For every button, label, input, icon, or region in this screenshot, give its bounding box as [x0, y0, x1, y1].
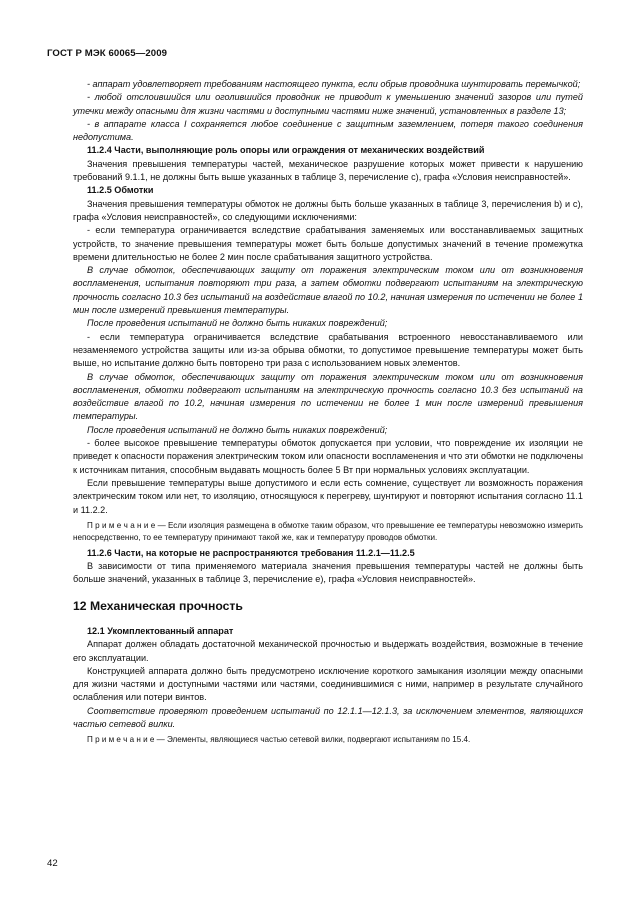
paragraph: В случае обмоток, обеспечивающих защиту от поражения электрическим током или от возникновения воспламенения, испытания повторяют три раза, а затем обмотки подвергают испытаниям на электрическую прочность согласно 10.3 без испытаний на воздействие влагой по 10.2, начиная измерения по истечении не более 1 мин после измерений превышения температуры.: [73, 265, 583, 316]
paragraph: В случае обмоток, обеспечивающих защиту от поражения электрическим током или от возникновения воспламенения, обмотки подвергают испытаниям на электрическую прочность согласно 10.3 без испытаний на воздействие влагой по 10.2, начиная измерения по истечении не более 1 мин после измерений превышения температуры.: [73, 371, 583, 422]
note: [73, 734, 583, 746]
paragraph: - более высокое превышение температуры обмоток допускается при условии, что повреждение их изоляции не приведет к опасности поражения электрическим током или опасности воспламенения и что эти обмотки не подключены к источникам питания, способным выдавать мощность более 5 Вт при нормальных условиях эксплуатации.: [73, 438, 583, 475]
paragraph: Значения превышения температуры обмоток не должны быть больше указанных в таблице 3, перечисления b) и с), графа «Условия неисправностей», со следующими исключениями:: [73, 198, 583, 222]
paragraph: Конструкцией аппарата должно быть предусмотрено исключение короткого замыкания изоляции между опасными для жизни частями и доступными частями или частями, соединившимися с ними, например в результате случайного ослабления или потери винтов.: [73, 665, 583, 703]
note-label: П р и м е ч а н и е: [87, 735, 155, 745]
subsection-heading-11-2-6: 11.2.6 Части, на которые не распространяются требования 11.2.1—11.2.5: [87, 547, 415, 558]
paragraph: В зависимости от типа применяемого материала значения превышения температуры частей не должны быть больше значений, указанных в таблице 3, перечисление е), графа «Условия неисправностей».: [73, 561, 583, 585]
paragraph: Значения превышения температуры частей, механическое разрушение которых может привести к нарушению требований 9.1.1, не должны быть выше указанных в таблице 3, перечисление с), графа «Условия неисправностей».: [73, 158, 583, 183]
paragraph: После проведения испытаний не должно быть никаких повреждений;: [87, 424, 388, 435]
paragraph: - если температура ограничивается вследствие срабатывания заменяемых или восстанавливаемых защитных устройств, то значение превышения температуры может быть больше допустимых значений в течение промежутка времени длительностью не более 2 мин после срабатывания защитного устройства.: [73, 225, 583, 262]
page-number: 42: [47, 858, 58, 869]
subsection-heading-12-1: 12.1 Укомплектованный аппарат: [87, 625, 234, 636]
section-heading-12: 12 Механическая прочность: [73, 598, 243, 613]
paragraph: - если температура ограничивается вследствие срабатывания встроенного невосстанавливаемого или незаменяемого устройства защиты или из-за обрыва обмотки, то допустимое превышение температуры может быть выше, но испытание должно быть повторено три раза с использованием новых элементов.: [73, 331, 583, 369]
note-text: — Если изоляция размещена в обмотке таким образом, что превышение ее температуры невозможно измерить непосредственно, то ее температуру принимают такой же, как и температуру проводов обмотки.: [73, 520, 583, 542]
paragraph: Соответствие проверяют проведением испытаний по 12.1.1—12.1.3, за исключением элементов, являющихся частью сетевой вилки.: [73, 705, 583, 730]
document-header: ГОСТ Р МЭК 60065—2009: [47, 48, 168, 59]
paragraph: - любой отслоившийся или оголившийся проводник не приводит к уменьшению значений зазоров или путей утечки между опасными для жизни частями и доступными частями ниже значений, установленных в разделе 13;: [73, 92, 583, 116]
paragraph: После проведения испытаний не должно быть никаких повреждений;: [87, 318, 388, 329]
paragraph: Аппарат должен обладать достаточной механической прочностью и выдержать воздействия, возможные в течение его эксплуатации.: [73, 639, 583, 663]
note: [73, 520, 583, 544]
subsection-heading-11-2-4: 11.2.4 Части, выполняющие роль опоры или ограждения от механических воздействий: [87, 145, 485, 156]
paragraph: - аппарат удовлетворяет требованиям настоящего пункта, если обрыв проводника шунтировать перемычкой;: [87, 79, 581, 89]
subsection-heading-11-2-5: 11.2.5 Обмотки: [87, 185, 154, 196]
paragraph: Если превышение температуры выше допустимого и если есть сомнение, существует ли возможность поражения электрическим током или нет, то изоляцию, относящуюся к перегреву, шунтируют и повторяют испытания согласно 11.1 и 11.2.2.: [73, 477, 583, 515]
note-text: — Элементы, являющиеся частью сетевой вилки, подвергают испытаниям по 15.4.: [154, 735, 471, 745]
paragraph: - в аппарате класса I сохраняется любое соединение с защитным заземлением, потеря такого соединения недопустима.: [73, 118, 583, 143]
note-label: П р и м е ч а н и е: [87, 520, 156, 530]
document-body: [73, 78, 583, 746]
